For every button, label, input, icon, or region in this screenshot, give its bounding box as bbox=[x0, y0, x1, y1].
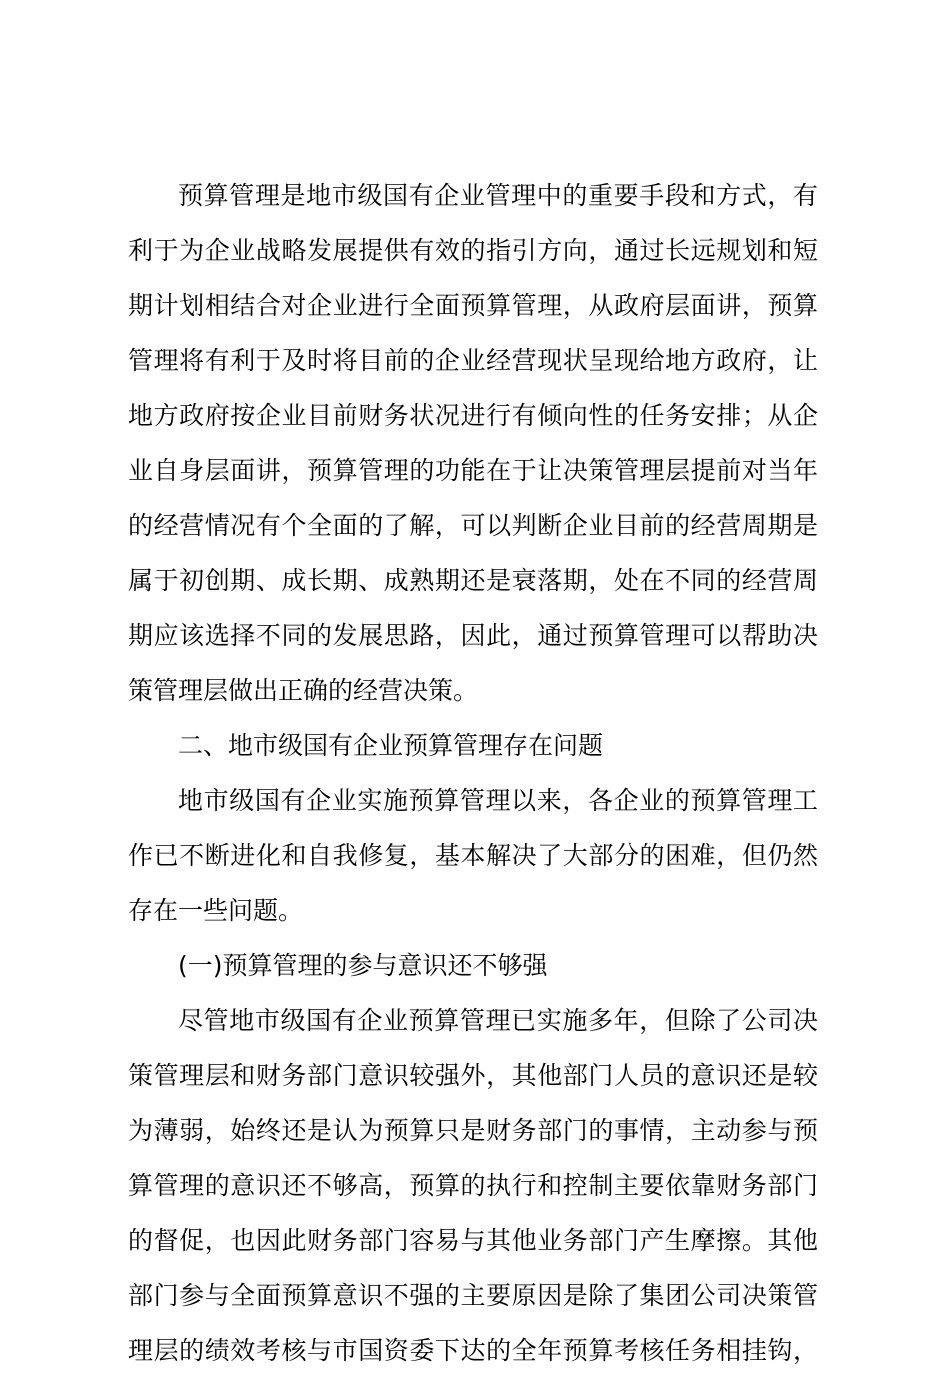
paragraph-participation-awareness bbox=[128, 993, 818, 1378]
paragraph-line: 期计划相结合对企业进行全面预算管理，从政府层面讲，预算 bbox=[128, 291, 818, 320]
paragraph-line: 理层的绩效考核与市国资委下达的全年预算考核任务相挂钩， bbox=[128, 1336, 818, 1365]
paragraph-budget-management-importance bbox=[128, 168, 818, 718]
paragraph-line: 业自身层面讲，预算管理的功能在于让决策管理层提前对当年 bbox=[128, 456, 818, 485]
paragraph-line: 为薄弱，始终还是认为预算只是财务部门的事情，主动参与预 bbox=[128, 1116, 818, 1145]
paragraph-line: 策管理层和财务部门意识较强外，其他部门人员的意识还是较 bbox=[128, 1061, 818, 1090]
paragraph-line: 策管理层做出正确的经营决策。 bbox=[128, 676, 479, 705]
subsection-heading: (一)预算管理的参与意识还不够强 bbox=[178, 951, 548, 980]
paragraph-line: 存在一些问题。 bbox=[128, 896, 304, 925]
paragraph-line: 地方政府按企业目前财务状况进行有倾向性的任务安排；从企 bbox=[128, 401, 818, 430]
paragraph-line: 算管理的意识还不够高，预算的执行和控制主要依靠财务部门 bbox=[128, 1171, 818, 1200]
paragraph-line: 的督促，也因此财务部门容易与其他业务部门产生摩擦。其他 bbox=[128, 1226, 818, 1255]
paragraph-existing-problems-intro bbox=[128, 773, 818, 938]
paragraph-line: 作已不断进化和自我修复，基本解决了大部分的困难，但仍然 bbox=[128, 841, 818, 870]
paragraph-line: 预算管理是地市级国有企业管理中的重要手段和方式，有 bbox=[178, 181, 818, 210]
document-body bbox=[128, 168, 818, 1378]
paragraph-line: 管理将有利于及时将目前的企业经营现状呈现给地方政府，让 bbox=[128, 346, 818, 375]
paragraph-line: 属于初创期、成长期、成熟期还是衰落期，处在不同的经营周 bbox=[128, 566, 818, 595]
paragraph-line: 尽管地市级国有企业预算管理已实施多年，但除了公司决 bbox=[178, 1006, 818, 1035]
paragraph-line: 利于为企业战略发展提供有效的指引方向，通过长远规划和短 bbox=[128, 236, 818, 265]
section-heading: 二、地市级国有企业预算管理存在问题 bbox=[178, 731, 604, 760]
paragraph-line: 部门参与全面预算意识不强的主要原因是除了集团公司决策管 bbox=[128, 1281, 818, 1310]
paragraph-line: 地市级国有企业实施预算管理以来，各企业的预算管理工 bbox=[178, 786, 818, 815]
paragraph-line: 期应该选择不同的发展思路，因此，通过预算管理可以帮助决 bbox=[128, 621, 818, 650]
paragraph-line: 的经营情况有个全面的了解，可以判断企业目前的经营周期是 bbox=[128, 511, 818, 540]
